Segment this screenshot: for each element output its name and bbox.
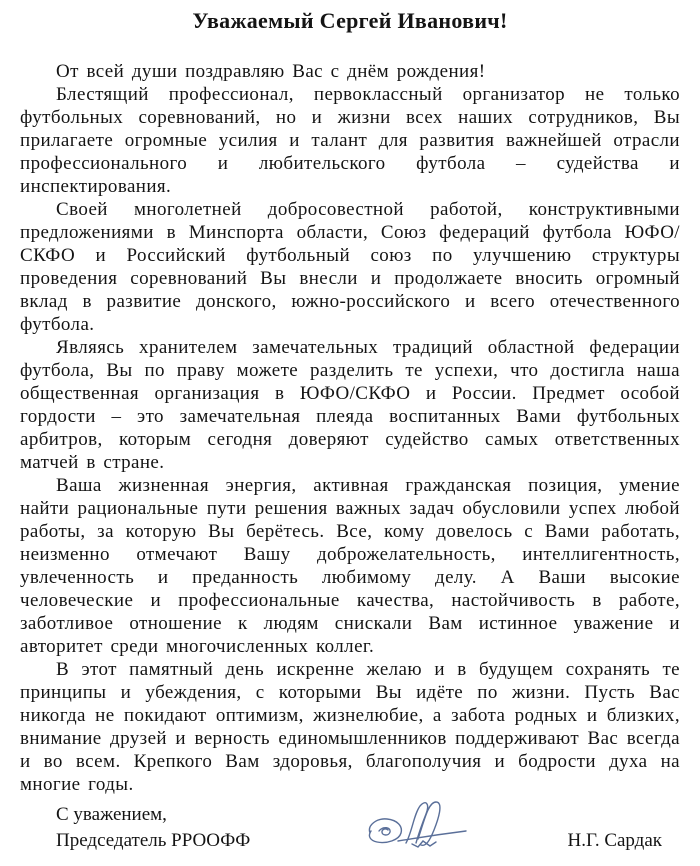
- page-title: Уважаемый Сергей Иванович!: [192, 8, 508, 33]
- paragraph: Ваша жизненная энергия, активная гражданская позиция, умение найти рациональные пути решения важных задач обусловили успех любой работы, за которую Вы берётесь. Все, кому довелось с Вами работать, неизменно отмечают Вашу доброжелательность, интеллигентность, увлеченность и преданность любимому делу. А Ваши высокие человеческие и профессиональные качества, настойчивость в работе, заботливое отношение к людям снискали Вам истинное уважение и авторитет среди многочисленных коллег.: [20, 475, 680, 657]
- letter-body: [20, 60, 680, 796]
- position-line: Председатель РРООФФ: [56, 830, 251, 851]
- handwritten-signature-icon: [360, 798, 472, 856]
- signatory-name: Н.Г. Сардак: [567, 830, 662, 851]
- paragraph: Являясь хранителем замечательных традиций областной федерации футбола, Вы по праву можете разделить те успехи, что достигла наша общественная организация в ЮФО/СКФО и России. Предмет особой гордости – это замечательная плеяда воспитанных Вами футбольных арбитров, которым сегодня доверяют судейство самых ответственных матчей в стране.: [20, 337, 680, 473]
- paragraph: Блестящий профессионал, первоклассный организатор не только футбольных соревнований, но и жизни всех наших сотрудников, Вы прилагаете огромные усилия и талант для развития важнейшей отрасли профессионального и любительского футбола – судейства и инспектирования.: [20, 84, 680, 197]
- closing-lines: [56, 802, 250, 854]
- paragraph-greeting: От всей души поздравляю Вас с днём рождения!: [56, 61, 486, 82]
- paragraph: Своей многолетней добросовестной работой, конструктивными предложениями в Минспорта области, Союз федераций футбола ЮФО/СКФО и Российский футбольный союз по улучшению структуры проведения соревнований Вы внесли и продолжаете вносить огромный вклад в развитие донского, южно-российского и всего отечественного футбола.: [20, 199, 680, 335]
- regards-line: С уважением,: [56, 804, 167, 825]
- paragraph: В этот памятный день искренне желаю и в будущем сохранять те принципы и убеждения, с которыми Вы идёте по жизни. Пусть Вас никогда не покидают оптимизм, жизнелюбие, а забота родных и близких, внимание друзей и верность единомышленников поддерживают Вас всегда и во всем. Крепкого Вам здоровья, благополучия и бодрости духа на многие годы.: [20, 659, 680, 795]
- signature-block: [20, 798, 680, 854]
